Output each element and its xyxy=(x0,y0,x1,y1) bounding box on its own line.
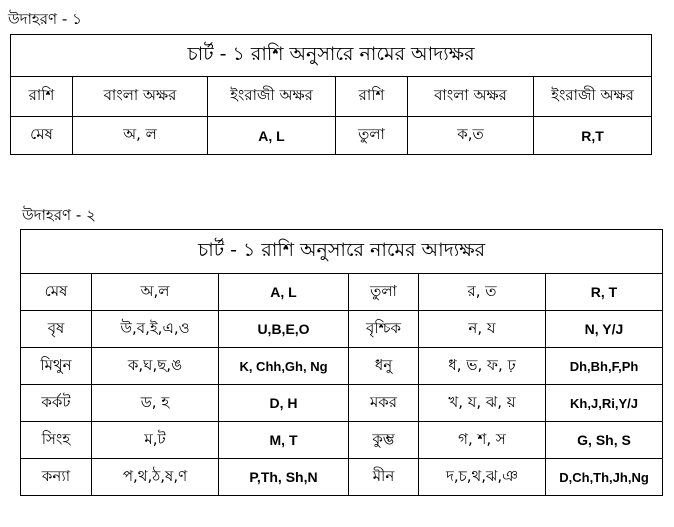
table-row xyxy=(11,117,652,155)
rashi-cell: কন্যা xyxy=(21,459,92,496)
english-letters-cell: N, Y/J xyxy=(546,311,663,348)
bangla-letters-cell: ক,ঘ,ছ,ঙ xyxy=(92,348,219,385)
header-rashi: রাশি xyxy=(11,77,73,117)
english-letters-cell: A, L xyxy=(208,117,336,155)
example2-label: উদাহরণ - ২ xyxy=(22,206,96,224)
english-letters-cell: R, T xyxy=(546,274,663,311)
table-row xyxy=(21,274,663,311)
bangla-letters-cell: ধ, ভ, ফ, ঢ় xyxy=(419,348,546,385)
english-letters-cell: M, T xyxy=(219,422,349,459)
rashi-cell: মেষ xyxy=(11,117,73,155)
english-letters-cell: P,Th, Sh,N xyxy=(219,459,349,496)
english-letters-cell: D, H xyxy=(219,385,349,422)
rashi-cell: ধনু xyxy=(349,348,419,385)
example1-title: চার্ট - ১ রাশি অনুসারে নামের আদ্যক্ষর xyxy=(11,35,652,77)
bangla-letters-cell: ন, য xyxy=(419,311,546,348)
rashi-cell: মকর xyxy=(349,385,419,422)
example2-title: চার্ট - ১ রাশি অনুসারে নামের আদ্যক্ষর xyxy=(21,230,663,274)
bangla-letters-cell: প,থ,ঠ,ষ,ণ xyxy=(92,459,219,496)
table-row xyxy=(21,385,663,422)
table-row xyxy=(21,459,663,496)
header-english-letter: ইংরাজী অক্ষর xyxy=(534,77,652,117)
english-letters-cell: Kh,J,Ri,Y/J xyxy=(546,385,663,422)
rashi-cell: বৃষ xyxy=(21,311,92,348)
bangla-letters-cell: খ, য, ঝ, য় xyxy=(419,385,546,422)
rashi-cell: মিথুন xyxy=(21,348,92,385)
bangla-letters-cell: ম,ট xyxy=(92,422,219,459)
table-row xyxy=(21,311,663,348)
rashi-cell: কুম্ভ xyxy=(349,422,419,459)
example1-table xyxy=(10,34,652,155)
rashi-cell: সিংহ xyxy=(21,422,92,459)
bangla-letters-cell: র, ত xyxy=(419,274,546,311)
rashi-cell: মেষ xyxy=(21,274,92,311)
english-letters-cell: G, Sh, S xyxy=(546,422,663,459)
table-row xyxy=(21,422,663,459)
header-english-letter: ইংরাজী অক্ষর xyxy=(208,77,336,117)
rashi-cell: বৃশ্চিক xyxy=(349,311,419,348)
bangla-letters-cell: ড, হ xyxy=(92,385,219,422)
bangla-letters-cell: অ,ল xyxy=(92,274,219,311)
bangla-letters-cell: গ, শ, স xyxy=(419,422,546,459)
english-letters-cell: Dh,Bh,F,Ph xyxy=(546,348,663,385)
english-letters-cell: K, Chh,Gh, Ng xyxy=(219,348,349,385)
header-bangla-letter: বাংলা অক্ষর xyxy=(73,77,208,117)
english-letters-cell: U,B,E,O xyxy=(219,311,349,348)
bangla-letters-cell: উ,ব,ই,এ,ও xyxy=(92,311,219,348)
header-rashi: রাশি xyxy=(336,77,408,117)
rashi-cell: মীন xyxy=(349,459,419,496)
bangla-letters-cell: দ,চ,থ,ঝ,ঞ xyxy=(419,459,546,496)
english-letters-cell: R,T xyxy=(534,117,652,155)
example1-label: উদাহরণ - ১ xyxy=(8,10,82,28)
rashi-cell: তুলা xyxy=(336,117,408,155)
header-bangla-letter: বাংলা অক্ষর xyxy=(408,77,534,117)
rashi-cell: কর্কট xyxy=(21,385,92,422)
english-letters-cell: D,Ch,Th,Jh,Ng xyxy=(546,459,663,496)
example2-table xyxy=(20,229,663,496)
table-row xyxy=(21,348,663,385)
english-letters-cell: A, L xyxy=(219,274,349,311)
bangla-letters-cell: অ, ল xyxy=(73,117,208,155)
rashi-cell: তুলা xyxy=(349,274,419,311)
bangla-letters-cell: ক,ত xyxy=(408,117,534,155)
